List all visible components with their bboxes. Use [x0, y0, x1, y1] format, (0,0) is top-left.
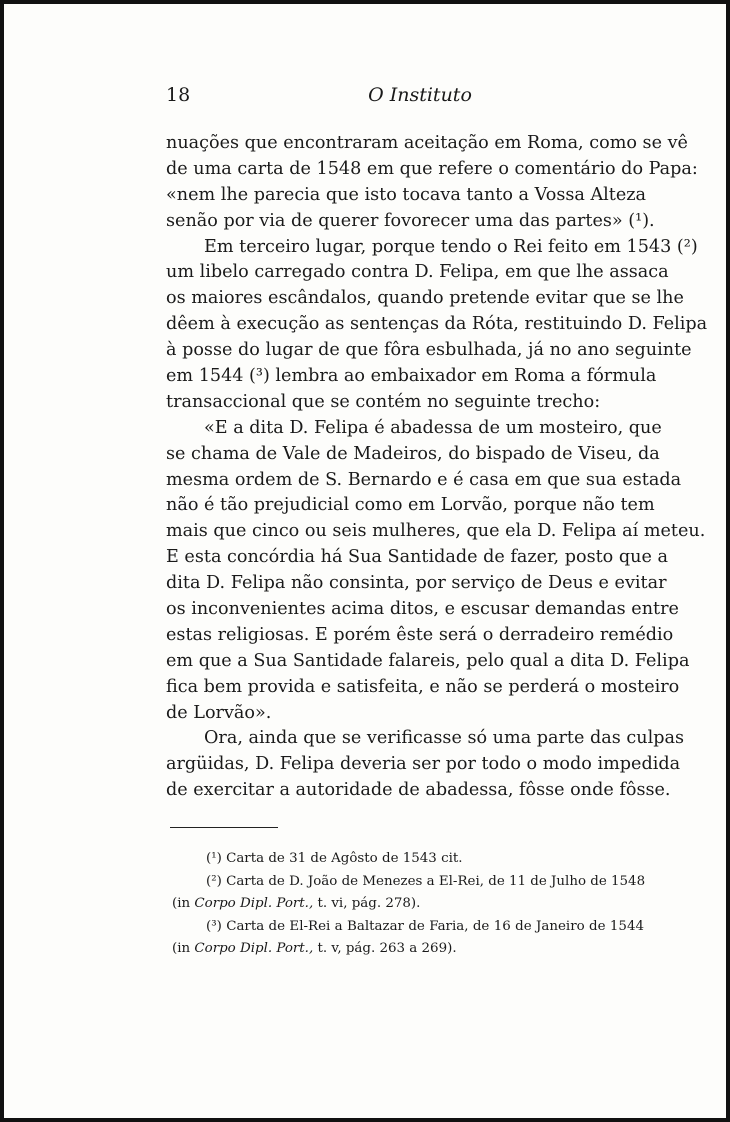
text-line: fica bem provida e satisfeita, e não se perderá o mosteiro: [166, 676, 680, 697]
text-line: E esta concórdia há Sua Santidade de fazer, posto que a: [166, 547, 668, 568]
text-line: de Lorvão».: [166, 702, 272, 723]
text-line: dêem à execução as sentenças da Róta, restituindo D. Felipa: [166, 314, 708, 335]
text-line: argüidas, D. Felipa deveria ser por todo o modo impedida: [166, 754, 681, 775]
footnote-3-continued: [172, 938, 644, 961]
text-line: «E a dita D. Felipa é abadessa de um mosteiro, que: [204, 417, 662, 438]
footnote-separator: [170, 827, 278, 828]
footnote-text: t. v, pág. 263 a 269).: [313, 941, 457, 956]
text-line: nuações que encontraram aceitação em Roma, como se vê: [166, 133, 688, 153]
text-line: se chama de Vale de Madeiros, do bispado de Viseu, da: [166, 443, 660, 464]
body-text: [166, 131, 708, 804]
footnote-text: (in: [172, 941, 195, 956]
text-line: de exercitar a autoridade de abadessa, fôsse onde fôsse.: [166, 780, 671, 801]
page-header: [166, 84, 634, 110]
text-line: estas religiosas. E porém êste será o derradeiro remédio: [166, 624, 674, 645]
text-line: «nem lhe parecia que isto tocava tanto a Vossa Alteza: [166, 184, 647, 205]
text-line: transaccional que se contém no seguinte trecho:: [166, 391, 601, 412]
text-line: dita D. Felipa não consinta, por serviço de Deus e evitar: [166, 573, 667, 594]
text-line: um libelo carregado contra D. Felipa, em que lhe assaca: [166, 262, 669, 283]
footnote-text: (in: [172, 896, 195, 911]
footnote-2: (²) Carta de D. João de Menezes a El-Rei, de 11 de Julho de 1548: [206, 873, 646, 889]
footnotes: [172, 848, 644, 961]
text-line: em que a Sua Santidade falareis, pelo qual a dita D. Felipa: [166, 650, 690, 671]
text-line: Ora, ainda que se verificasse só uma parte das culpas: [204, 728, 684, 749]
running-title: O Instituto: [368, 84, 472, 106]
page-number: 18: [166, 84, 191, 106]
text-line: à posse do lugar de que fôra esbulhada, já no ano seguinte: [166, 340, 692, 361]
footnote-source-title: Corpo Dipl. Port.,: [194, 896, 314, 911]
footnote-text: t. vi, pág. 278).: [313, 896, 421, 911]
text-line: senão por via de querer fovorecer uma das partes» (¹).: [166, 210, 655, 231]
text-line: os inconvenientes acima ditos, e escusar demandas entre: [166, 599, 679, 620]
footnote-1: (¹) Carta de 31 de Agôsto de 1543 cit.: [206, 851, 463, 866]
text-line: em 1544 (³) lembra ao embaixador em Roma a fórmula: [166, 366, 657, 387]
text-line: mesma ordem de S. Bernardo e é casa em que sua estada: [166, 469, 682, 490]
text-line: de uma carta de 1548 em que refere o comentário do Papa:: [166, 158, 698, 179]
footnote-3: (³) Carta de El-Rei a Baltazar de Faria, de 16 de Janeiro de 1544: [206, 918, 644, 934]
text-line: mais que cinco ou seis mulheres, que ela D. Felipa aí meteu.: [166, 521, 706, 542]
footnote-source-title: Corpo Dipl. Port.,: [194, 941, 314, 956]
footnote-2-continued: [172, 893, 644, 916]
text-line: Em terceiro lugar, porque tendo o Rei feito em 1543 (²): [204, 236, 698, 257]
text-line: não é tão prejudicial como em Lorvão, porque não tem: [166, 495, 655, 516]
text-line: os maiores escândalos, quando pretende evitar que se lhe: [166, 288, 684, 309]
